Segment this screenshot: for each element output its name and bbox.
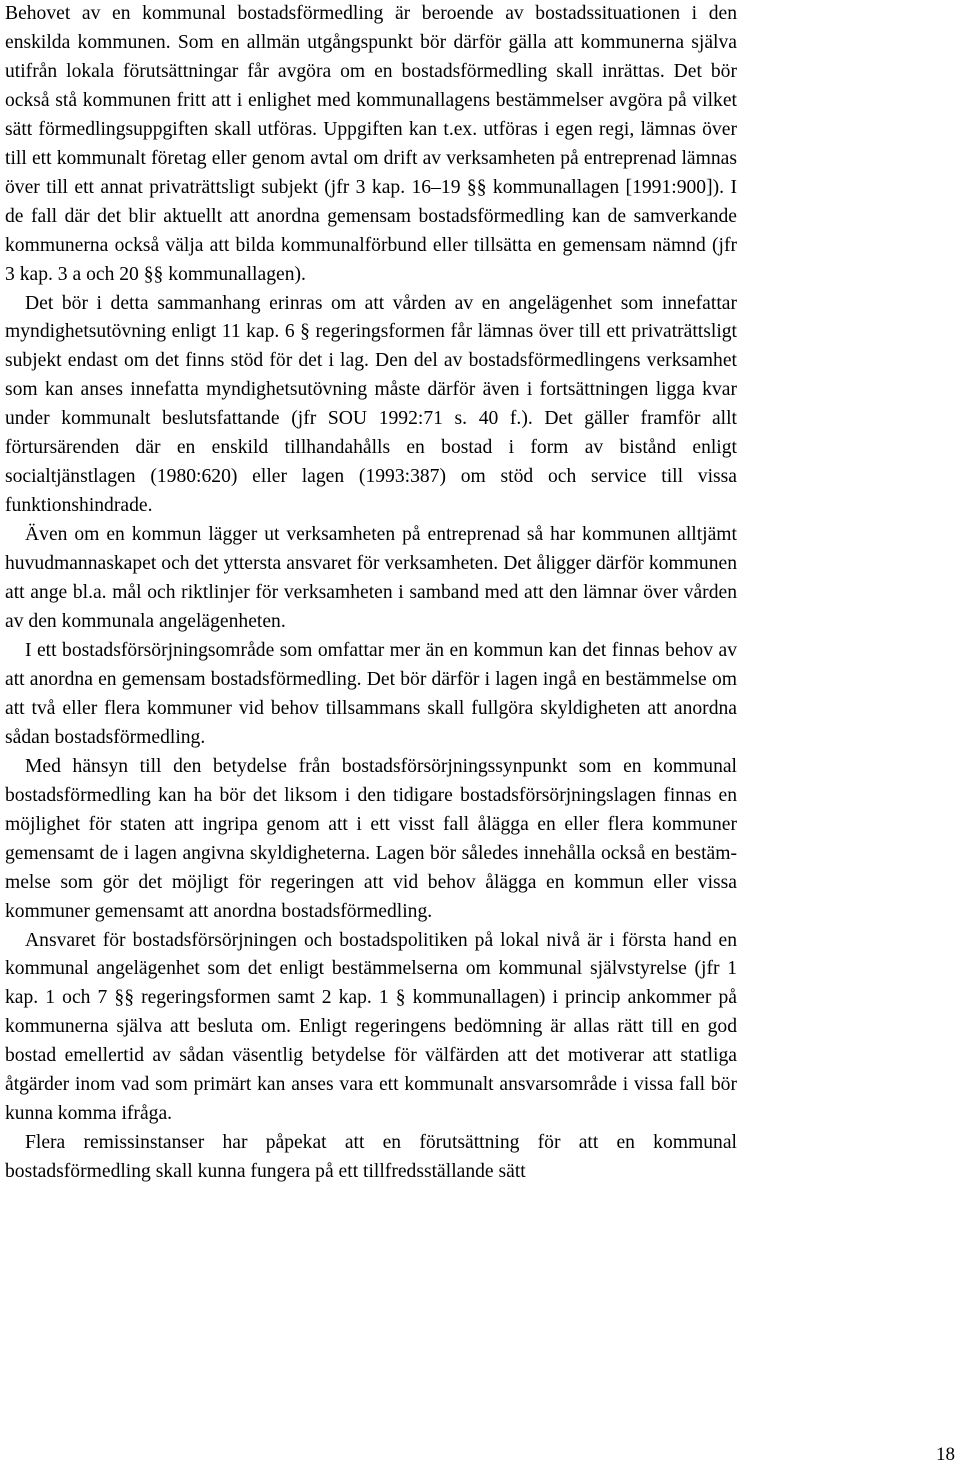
paragraph-5: Med hänsyn till den betydelse från bostadsförsörjningssynpunkt som en kommunal bostadsförmedling kan ha bör det liksom i den tidigare bostadsförsörjningslagen finnas en möjlighet för staten att ingripa genom att i ett visst fall ålägga en eller flera kommuner gemensamt de i lagen angivna skyldigheterna. Lagen bör således innehålla också en bestämmelse som gör det möjligt för regeringen att vid behov ålägga en kommun eller vissa kommuner gemensamt att anordna bostadsförmedling.	[5, 755, 737, 922]
paragraph-1: Behovet av en kommunal bostadsförmedling är beroende av bostadssituationen i den enskilda kommunen. Som en allmän utgångspunkt bör därför gälla att kommunerna själva utifrån lokala förutsättningar får avgöra om en bostadsförmedling skall inrättas. Det bör också stå kommunen fritt att i enlighet med kommunallagens bestämmelser avgöra på vilket sätt förmedlingsuppgiften skall utföras. Uppgiften kan t.ex. utföras i egen regi, lämnas över till ett kommunalt företag eller genom avtal om drift av verksamheten på entreprenad lämnas över till ett annat privaträttsligt subjekt (jfr 3 kap. 16–19 §§ kommunallagen [1991:900]). I de fall där det blir aktuellt att anordna gemensam bostadsförmedling kan de samverkande kommunerna också välja att bilda kommunalförbund eller tillsätta en gemensam nämnd (jfr 3 kap. 3 a och 20 §§ kommunallagen).	[5, 3, 737, 285]
paragraph-2: Det bör i detta sammanhang erinras om att vården av en angelägenhet som innefattar myndighetsutövning enligt 11 kap. 6 § regeringsformen får lämnas över till ett privaträttsligt subjekt endast om det finns stöd för det i lag. Den del av bostadsförmedlingens verksamhet som kan anses innefatta myndighetsutövning måste därför även i fortsättningen ligga kvar under kommunalt beslutsfattande (jfr SOU 1992:71 s. 40 f.). Det gäller framför allt förtursärenden där en enskild tillhandahålls en bostad i form av bistånd enligt socialtjänstlagen (1980:620) eller lagen (1993:387) om stöd och service till vissa funktionshindrade.	[5, 292, 737, 517]
paragraph-7: Flera remissinstanser har påpekat att en förutsättning för att en kommunal bostadsförmedling skall kunna fungera på ett tillfredsställande sätt	[5, 1132, 737, 1183]
paragraph-3: Även om en kommun lägger ut verksamheten på entreprenad så har kommunen alltjämt huvudmannaskapet och det yttersta ansvaret för verksamheten. Det åligger därför kommunen att ange bl.a. mål och riktlinjer för verksamheten i samband med att den lämnar över vården av den kommunala angelägenheten.	[5, 524, 737, 633]
paragraph-4: I ett bostadsförsörjningsområde som omfattar mer än en kommun kan det finnas behov av att anordna en gemensam bostadsförmedling. Det bör därför i lagen ingå en bestämmelse om att två eller flera kommuner vid behov tillsammans skall fullgöra skyldigheten att anordna sådan bostadsförmedling.	[5, 639, 737, 748]
paragraph-6: Ansvaret för bostadsförsörjningen och bostadspolitiken på lokal nivå är i första hand en kommunal angelägenhet som det enligt bestämmelserna om kommunal självstyrelse (jfr 1 kap. 1 och 7 §§ regeringsformen samt 2 kap. 1 § kommunallagen) i princip ankommer på kommunerna själva att besluta om. Enligt regeringens bedömning är allas rätt till en god bostad emellertid av sådan väsentlig betydelse för välfärden att det motiverar att statliga åtgärder inom vad som primärt kan anses vara ett kommunalt ansvarsområde i vissa fall bör kunna komma ifråga.	[5, 929, 737, 1125]
document-body	[5, 0, 737, 1187]
page-number: 18	[936, 1444, 955, 1465]
